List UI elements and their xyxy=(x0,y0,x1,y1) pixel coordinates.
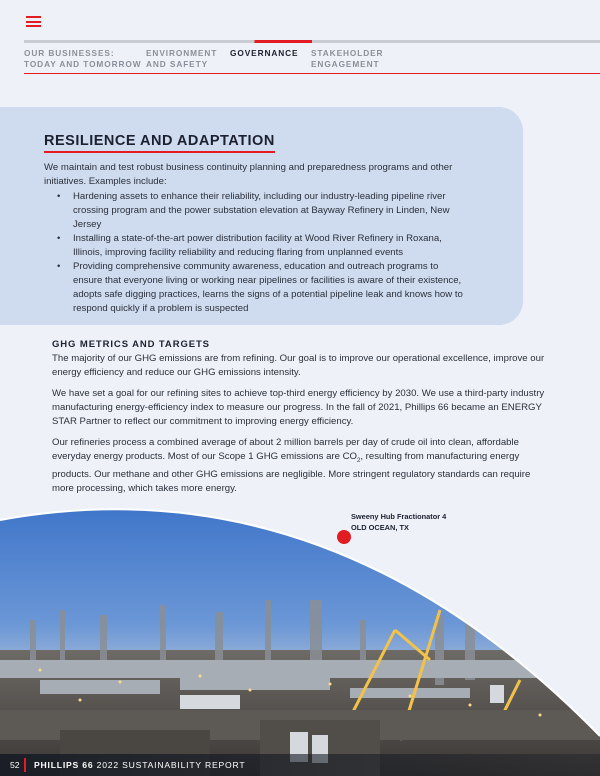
photo-content xyxy=(0,500,600,776)
tab-environment-and-safety[interactable]: ENVIRONMENT AND SAFETY xyxy=(146,48,218,69)
caption-title: Sweeny Hub Fractionator 4 xyxy=(351,512,447,521)
section-progress-bar xyxy=(24,40,600,43)
footer-divider xyxy=(24,758,26,772)
footer xyxy=(0,754,600,776)
section-nav xyxy=(24,48,411,70)
resilience-card xyxy=(0,107,523,325)
tab-stakeholder-engagement[interactable]: STAKEHOLDER ENGAGEMENT xyxy=(311,48,384,69)
resilience-title: RESILIENCE AND ADAPTATION xyxy=(44,133,275,153)
ghg-title: GHG METRICS AND TARGETS xyxy=(52,339,210,350)
list-item: • Installing a state-of-the-art power distribution facility at Wood River Refinery in Roxana, Illinois, improving facility reliability and reducing flaring from unplanned events xyxy=(44,232,497,260)
ghg-section xyxy=(52,339,552,503)
ghg-paragraph-3 xyxy=(52,436,552,496)
page-number: 52 xyxy=(10,760,20,770)
tab-our-businesses[interactable]: OUR BUSINESSES: TODAY AND TOMORROW xyxy=(24,48,142,69)
refinery-photo xyxy=(0,500,600,776)
nav-divider xyxy=(24,73,600,74)
report-title xyxy=(34,760,245,770)
resilience-intro: We maintain and test robust business continuity planning and preparedness programs and other initiatives. Examples include: xyxy=(44,162,453,187)
caption-marker-icon xyxy=(337,530,351,544)
caption-location: OLD OCEAN, TX xyxy=(351,523,409,532)
photo-caption xyxy=(351,511,446,533)
brand-name: PHILLIPS 66 xyxy=(34,760,94,770)
co2-subscript: 2 xyxy=(357,457,361,464)
list-item: • Providing comprehensive community awareness, education and outreach programs to ensure that everyone living or working near pipelines or facilities is aware of their existence, adopts safe digging practices, learns the signs of a potential pipeline leak and knows how to respond quickly if a problem is suspected xyxy=(44,260,497,316)
ghg-paragraph-2: We have set a goal for our refining sites to achieve top-third energy efficiency by 2030. We use a third-party industry manufacturing energy-efficiency index to measure our progress. In the fall of 2021, Phillips 66 became an ENERGY STAR Partner to reflect our commitment to improving energy efficiency. xyxy=(52,388,545,427)
ghg-paragraph-3-b: , resulting from manufacturing energy products. Our methane and other GHG emissions are negligible. More stringent regulatory standards can require more processing, which takes more energy. xyxy=(52,451,531,494)
menu-icon[interactable] xyxy=(26,16,41,27)
ghg-paragraph-3-a: Our refineries process a combined average of about 2 million barrels per day of crude oil into clean, affordable everyday energy products. Most of our Scope 1 GHG emissions are CO xyxy=(52,437,519,462)
list-item: • Hardening assets to enhance their reliability, including our industry-leading pipeline river crossing program and the power substation elevation at Bayway Refinery in Linden, New Jersey xyxy=(44,190,497,232)
tab-governance[interactable]: GOVERNANCE xyxy=(230,48,299,58)
resilience-list xyxy=(44,190,497,316)
report-name: 2022 SUSTAINABILITY REPORT xyxy=(93,760,246,770)
ghg-paragraph-1: The majority of our GHG emissions are from refining. Our goal is to improve our operational excellence, improve our energy efficiency and reduce our GHG emissions intensity. xyxy=(52,353,545,378)
